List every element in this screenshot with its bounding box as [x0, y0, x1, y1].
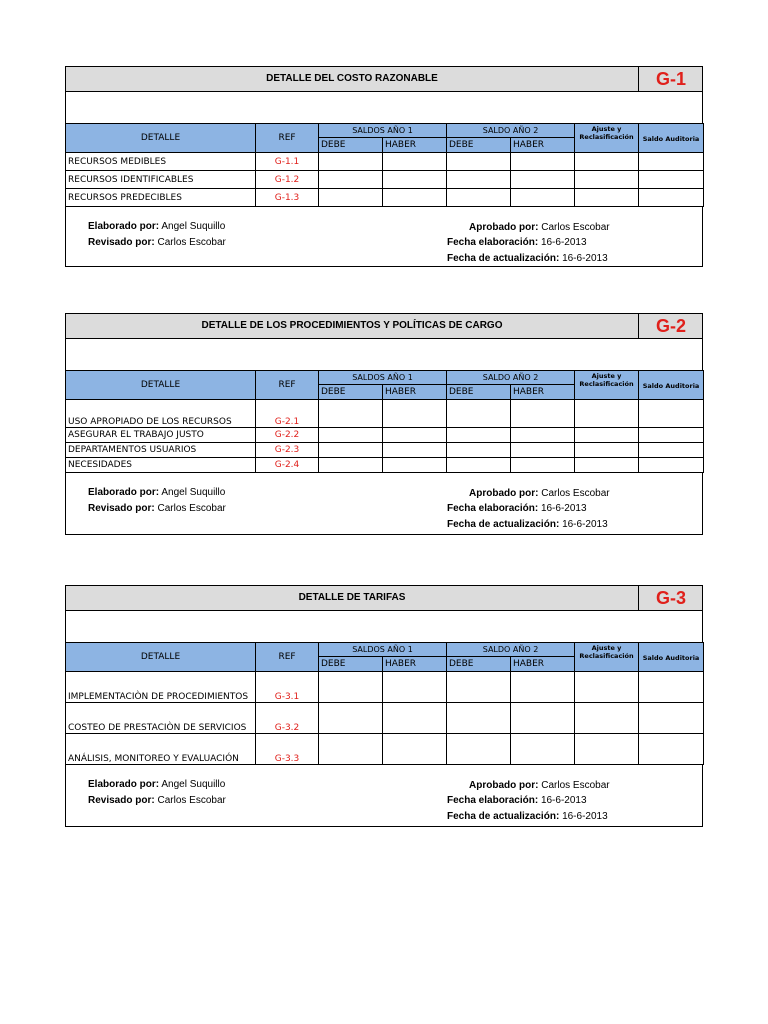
signature-footer [65, 765, 703, 827]
row-detalle: NECESIDADES [66, 458, 256, 473]
elaborado-line: Elaborado por: Angel Suquillo [88, 779, 226, 790]
elaborado-label: Elaborado por [88, 487, 156, 498]
table-row [66, 443, 704, 458]
aprobado-value: Carlos Escobar [541, 488, 610, 499]
empty-cell [383, 458, 447, 473]
empty-cell [319, 428, 383, 443]
revisado-value: Carlos Escobar [157, 237, 226, 248]
header-saldos-anio-1: SALDOS AÑO 1 [319, 371, 447, 385]
aprobado-label: Aprobado por [469, 780, 536, 791]
header-debe: DEBE [319, 657, 383, 672]
table-row [66, 189, 704, 207]
empty-cell [575, 153, 639, 171]
header-haber: HABER [383, 138, 447, 153]
table-row [66, 153, 704, 171]
section-code: G-3 [638, 586, 703, 610]
empty-cell [639, 443, 704, 458]
row-detalle: RECURSOS PREDECIBLES [66, 189, 256, 207]
section-title: DETALLE DE TARIFAS [298, 592, 406, 603]
aprobado-line: Aprobado por: Carlos Escobar [469, 222, 610, 233]
section-g3 [65, 585, 703, 827]
empty-cell [639, 703, 704, 734]
table-row [66, 703, 704, 734]
header-debe: DEBE [319, 138, 383, 153]
fecha-elaboracion-value: 16-6-2013 [540, 795, 587, 806]
empty-cell [383, 672, 447, 703]
empty-cell [639, 672, 704, 703]
empty-cell [575, 734, 639, 765]
empty-cell [639, 428, 704, 443]
row-detalle: ANÁLISIS, MONITOREO Y EVALUACIÓN [66, 734, 256, 765]
empty-cell [511, 400, 575, 428]
empty-cell [575, 703, 639, 734]
aprobado-line: Aprobado por: Carlos Escobar [469, 780, 610, 791]
header-saldos-anio-1: SALDOS AÑO 1 [319, 643, 447, 657]
empty-cell [447, 703, 511, 734]
empty-cell [575, 443, 639, 458]
fecha-actualizacion-label: Fecha de actualización [447, 811, 556, 822]
header-debe: DEBE [447, 138, 511, 153]
empty-cell [319, 171, 383, 189]
fecha-actualizacion-value: 16-6-2013 [562, 253, 608, 264]
empty-cell [639, 458, 704, 473]
aprobado-label: Aprobado por [469, 488, 536, 499]
empty-cell [575, 400, 639, 428]
fecha-elaboracion-line: Fecha elaboración: 16-6-2013 [447, 237, 587, 248]
empty-cell [319, 734, 383, 765]
empty-cell [319, 458, 383, 473]
row-ref: G-3.2 [256, 703, 319, 734]
detail-table [65, 642, 704, 765]
header-saldo-anio-2: SALDO AÑO 2 [447, 643, 575, 657]
revisado-label: Revisado por [88, 237, 152, 248]
empty-cell [639, 734, 704, 765]
empty-cell [447, 672, 511, 703]
empty-cell [447, 171, 511, 189]
empty-cell [639, 400, 704, 428]
fecha-actualizacion-value: 16-6-2013 [562, 811, 608, 822]
empty-cell [319, 672, 383, 703]
elaborado-label: Elaborado por [88, 779, 156, 790]
row-detalle: DEPARTAMENTOS USUARIOS [66, 443, 256, 458]
fecha-actualizacion-line: Fecha de actualización: 16-6-2013 [447, 811, 608, 822]
table-row [66, 428, 704, 443]
empty-cell [511, 458, 575, 473]
row-ref: G-3.3 [256, 734, 319, 765]
header-saldo-auditoria: Saldo Auditoria [639, 371, 704, 400]
fecha-actualizacion-label: Fecha de actualización [447, 253, 556, 264]
header-ref: REF [256, 124, 319, 153]
header-saldo-auditoria: Saldo Auditoria [639, 643, 704, 672]
fecha-elaboracion-value: 16-6-2013 [540, 503, 587, 514]
row-detalle: IMPLEMENTACIÒN DE PROCEDIMIENTOS [66, 672, 256, 703]
fecha-actualizacion-line: Fecha de actualización: 16-6-2013 [447, 253, 608, 264]
empty-cell [383, 153, 447, 171]
elaborado-line: Elaborado por: Angel Suquillo [88, 487, 226, 498]
row-detalle: COSTEO DE PRESTACIÒN DE SERVICIOS [66, 703, 256, 734]
empty-cell [639, 189, 704, 207]
detail-table [65, 123, 704, 207]
empty-cell [383, 734, 447, 765]
header-haber: HABER [511, 385, 575, 400]
revisado-label: Revisado por [88, 503, 152, 514]
signature-footer [65, 473, 703, 535]
header-debe: DEBE [319, 385, 383, 400]
table-row [66, 171, 704, 189]
empty-cell [383, 428, 447, 443]
revisado-value: Carlos Escobar [157, 503, 226, 514]
empty-cell [511, 428, 575, 443]
row-ref: G-1.2 [256, 171, 319, 189]
fecha-actualizacion-label: Fecha de actualización [447, 519, 556, 530]
fecha-actualizacion-value: 16-6-2013 [562, 519, 608, 530]
empty-cell [383, 443, 447, 458]
header-saldo-anio-2: SALDO AÑO 2 [447, 124, 575, 138]
empty-cell [511, 672, 575, 703]
header-debe: DEBE [447, 657, 511, 672]
section-title-bar [65, 585, 703, 611]
empty-cell [639, 171, 704, 189]
table-row [66, 672, 704, 703]
revisado-label: Revisado por [88, 795, 152, 806]
empty-cell [639, 153, 704, 171]
aprobado-label: Aprobado por [469, 222, 536, 233]
header-detalle: DETALLE [66, 124, 256, 153]
aprobado-value: Carlos Escobar [541, 780, 610, 791]
empty-cell [447, 734, 511, 765]
empty-cell [447, 189, 511, 207]
header-debe: DEBE [447, 385, 511, 400]
header-haber: HABER [511, 657, 575, 672]
header-haber: HABER [511, 138, 575, 153]
header-detalle: DETALLE [66, 371, 256, 400]
section-code: G-1 [638, 67, 703, 91]
table-row [66, 458, 704, 473]
empty-cell [511, 171, 575, 189]
section-code: G-2 [638, 314, 703, 338]
empty-cell [319, 703, 383, 734]
header-saldos-anio-1: SALDOS AÑO 1 [319, 124, 447, 138]
header-ajuste: Ajuste y Reclasificación [575, 124, 639, 153]
empty-cell [383, 171, 447, 189]
aprobado-line: Aprobado por: Carlos Escobar [469, 488, 610, 499]
section-g2 [65, 313, 703, 535]
spacer-row [65, 92, 703, 123]
row-detalle: ASEGURAR EL TRABAJO JUSTO [66, 428, 256, 443]
revisado-value: Carlos Escobar [157, 795, 226, 806]
row-ref: G-2.4 [256, 458, 319, 473]
revisado-line: Revisado por: Carlos Escobar [88, 795, 226, 806]
elaborado-line: Elaborado por: Angel Suquillo [88, 221, 226, 232]
header-haber: HABER [383, 385, 447, 400]
empty-cell [511, 153, 575, 171]
section-g1 [65, 66, 703, 267]
fecha-elaboracion-line: Fecha elaboración: 16-6-2013 [447, 795, 587, 806]
section-title: DETALLE DE LOS PROCEDIMIENTOS Y POLÍTICAS DE CARGO [201, 320, 503, 331]
empty-cell [319, 443, 383, 458]
spacer-row [65, 611, 703, 642]
empty-cell [319, 153, 383, 171]
empty-cell [575, 171, 639, 189]
fecha-elaboracion-label: Fecha elaboración [447, 237, 535, 248]
empty-cell [511, 703, 575, 734]
section-title-bar [65, 66, 703, 92]
empty-cell [511, 734, 575, 765]
empty-cell [575, 458, 639, 473]
revisado-line: Revisado por: Carlos Escobar [88, 237, 226, 248]
aprobado-value: Carlos Escobar [541, 222, 610, 233]
row-detalle: USO APROPIADO DE LOS RECURSOS [66, 400, 256, 428]
header-saldo-auditoria: Saldo Auditoria [639, 124, 704, 153]
row-ref: G-2.1 [256, 400, 319, 428]
empty-cell [575, 428, 639, 443]
empty-cell [383, 189, 447, 207]
empty-cell [575, 189, 639, 207]
fecha-elaboracion-line: Fecha elaboración: 16-6-2013 [447, 503, 587, 514]
empty-cell [575, 672, 639, 703]
header-ajuste: Ajuste y Reclasificación [575, 371, 639, 400]
elaborado-value: Angel Suquillo [161, 779, 226, 790]
elaborado-label: Elaborado por [88, 221, 156, 232]
empty-cell [319, 189, 383, 207]
table-row [66, 734, 704, 765]
elaborado-value: Angel Suquillo [161, 221, 226, 232]
header-ref: REF [256, 643, 319, 672]
header-detalle: DETALLE [66, 643, 256, 672]
header-ajuste: Ajuste y Reclasificación [575, 643, 639, 672]
row-detalle: RECURSOS MEDIBLES [66, 153, 256, 171]
row-ref: G-1.3 [256, 189, 319, 207]
signature-footer [65, 207, 703, 267]
header-haber: HABER [383, 657, 447, 672]
empty-cell [447, 400, 511, 428]
empty-cell [447, 443, 511, 458]
fecha-elaboracion-label: Fecha elaboración [447, 503, 535, 514]
row-ref: G-2.2 [256, 428, 319, 443]
empty-cell [319, 400, 383, 428]
header-ref: REF [256, 371, 319, 400]
header-saldo-anio-2: SALDO AÑO 2 [447, 371, 575, 385]
row-ref: G-1.1 [256, 153, 319, 171]
empty-cell [383, 400, 447, 428]
spacer-row [65, 339, 703, 370]
empty-cell [447, 428, 511, 443]
table-row [66, 400, 704, 428]
empty-cell [447, 458, 511, 473]
fecha-elaboracion-value: 16-6-2013 [540, 237, 587, 248]
fecha-actualizacion-line: Fecha de actualización: 16-6-2013 [447, 519, 608, 530]
elaborado-value: Angel Suquillo [161, 487, 226, 498]
row-ref: G-2.3 [256, 443, 319, 458]
empty-cell [511, 189, 575, 207]
section-title: DETALLE DEL COSTO RAZONABLE [266, 73, 438, 84]
row-ref: G-3.1 [256, 672, 319, 703]
detail-table [65, 370, 704, 473]
empty-cell [511, 443, 575, 458]
revisado-line: Revisado por: Carlos Escobar [88, 503, 226, 514]
empty-cell [447, 153, 511, 171]
empty-cell [383, 703, 447, 734]
fecha-elaboracion-label: Fecha elaboración [447, 795, 535, 806]
row-detalle: RECURSOS IDENTIFICABLES [66, 171, 256, 189]
section-title-bar [65, 313, 703, 339]
